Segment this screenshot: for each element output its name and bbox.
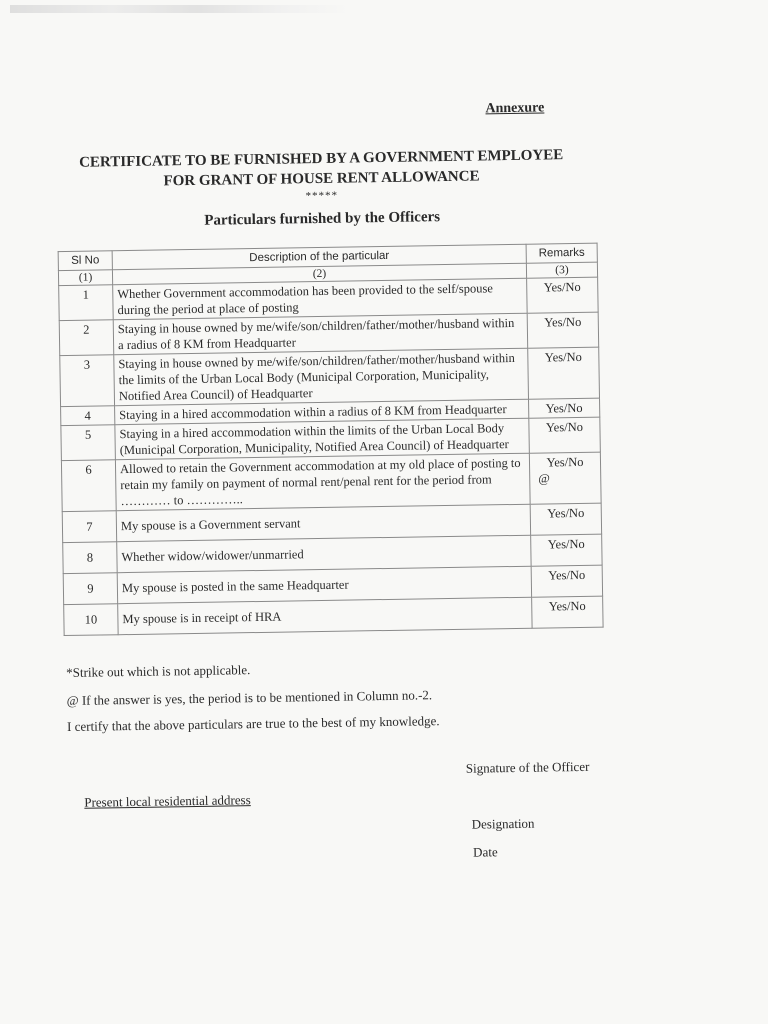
row-description: My spouse is posted in the same Headquarter (117, 566, 531, 603)
title-line-1: CERTIFICATE TO BE FURNISHED BY A GOVERNMENT EMPLOYEE (79, 147, 564, 171)
row-remark: Yes/No (527, 312, 599, 348)
row-remark: Yes/No (546, 454, 584, 470)
title-line-2: FOR GRANT OF HOUSE RENT ALLOWANCE (163, 168, 480, 190)
residential-address-label: Present local residential address (84, 792, 251, 810)
row-description: Whether widow/widower/unmarried (117, 535, 531, 572)
at-note: @ If the answer is yes, the period is to be mentioned in Column no.-2. (66, 687, 433, 709)
row-sl-no: 3 (60, 355, 115, 407)
column-number-1: (1) (58, 270, 112, 286)
row-remark: Yes/No (532, 596, 603, 628)
table-row (60, 347, 600, 406)
row-sl-no: 8 (63, 542, 117, 574)
annexure-label: Annexure (485, 100, 545, 117)
row-description: My spouse is a Government servant (116, 504, 530, 541)
officer-signature-label: Signature of the Officer (465, 758, 590, 776)
title-separator: ***** (305, 189, 339, 203)
row-sl-no: 4 (61, 406, 115, 426)
row-description: Staying in house owned by me/wife/son/children/father/mother/husband within the limits of the Urban Local Body (Municipal Corporation, Municipality, Notified Area Council) of Headquarter (114, 348, 529, 405)
row-remark-note: @ (538, 471, 550, 486)
date-label: Date (472, 844, 498, 860)
column-header-sl-no: Sl No (58, 251, 112, 271)
row-remark: Yes/No (527, 277, 599, 313)
row-sl-no: 6 (61, 460, 116, 512)
row-description: Whether Government accommodation has been provided to the self/spouse during the period at place of posting (113, 278, 527, 319)
row-sl-no: 2 (59, 320, 114, 356)
table-row (61, 452, 601, 511)
subtitle: Particulars furnished by the Officers (204, 209, 441, 229)
row-remark: Yes/No (528, 347, 600, 399)
row-sl-no: 10 (64, 604, 118, 636)
certify-statement: I certify that the above particulars are true to the best of my knowledge. (66, 713, 440, 735)
row-sl-no: 1 (59, 285, 114, 321)
column-header-remarks: Remarks (526, 243, 597, 263)
row-sl-no: 5 (61, 425, 116, 461)
row-description: My spouse is in receipt of HRA (118, 597, 532, 634)
row-remark: Yes/No (529, 417, 601, 453)
row-description: Staying in house owned by me/wife/son/children/father/mother/husband within a radius of 8 KM from Headquarter (113, 313, 527, 354)
row-remark: Yes/No (531, 534, 602, 566)
strike-note: *Strike out which is not applicable. (66, 662, 251, 681)
particulars-table (58, 243, 604, 636)
row-remark-cell (529, 452, 601, 504)
row-description: Staying in a hired accommodation within a radius of 8 KM from Headquarter (115, 399, 529, 425)
certificate-title (56, 145, 587, 193)
column-number-2: (2) (112, 263, 526, 285)
row-remark: Yes/No (531, 565, 602, 597)
designation-label: Designation (471, 815, 535, 832)
row-description: Allowed to retain the Government accommodation at my old place of posting to retain my family on payment of normal rent/penal rent for the period from ………… to ………….. (115, 453, 530, 510)
row-remark: Yes/No (530, 503, 601, 535)
row-remark: Yes/No (529, 398, 600, 418)
row-sl-no: 7 (62, 511, 116, 543)
column-number-3: (3) (526, 262, 597, 278)
column-header-description: Description of the particular (112, 244, 526, 270)
row-description: Staying in a hired accommodation within the limits of the Urban Local Body (Municipal Corporation, Municipality, Notified Area Council) of Headquarter (115, 418, 529, 459)
row-sl-no: 9 (63, 573, 117, 605)
